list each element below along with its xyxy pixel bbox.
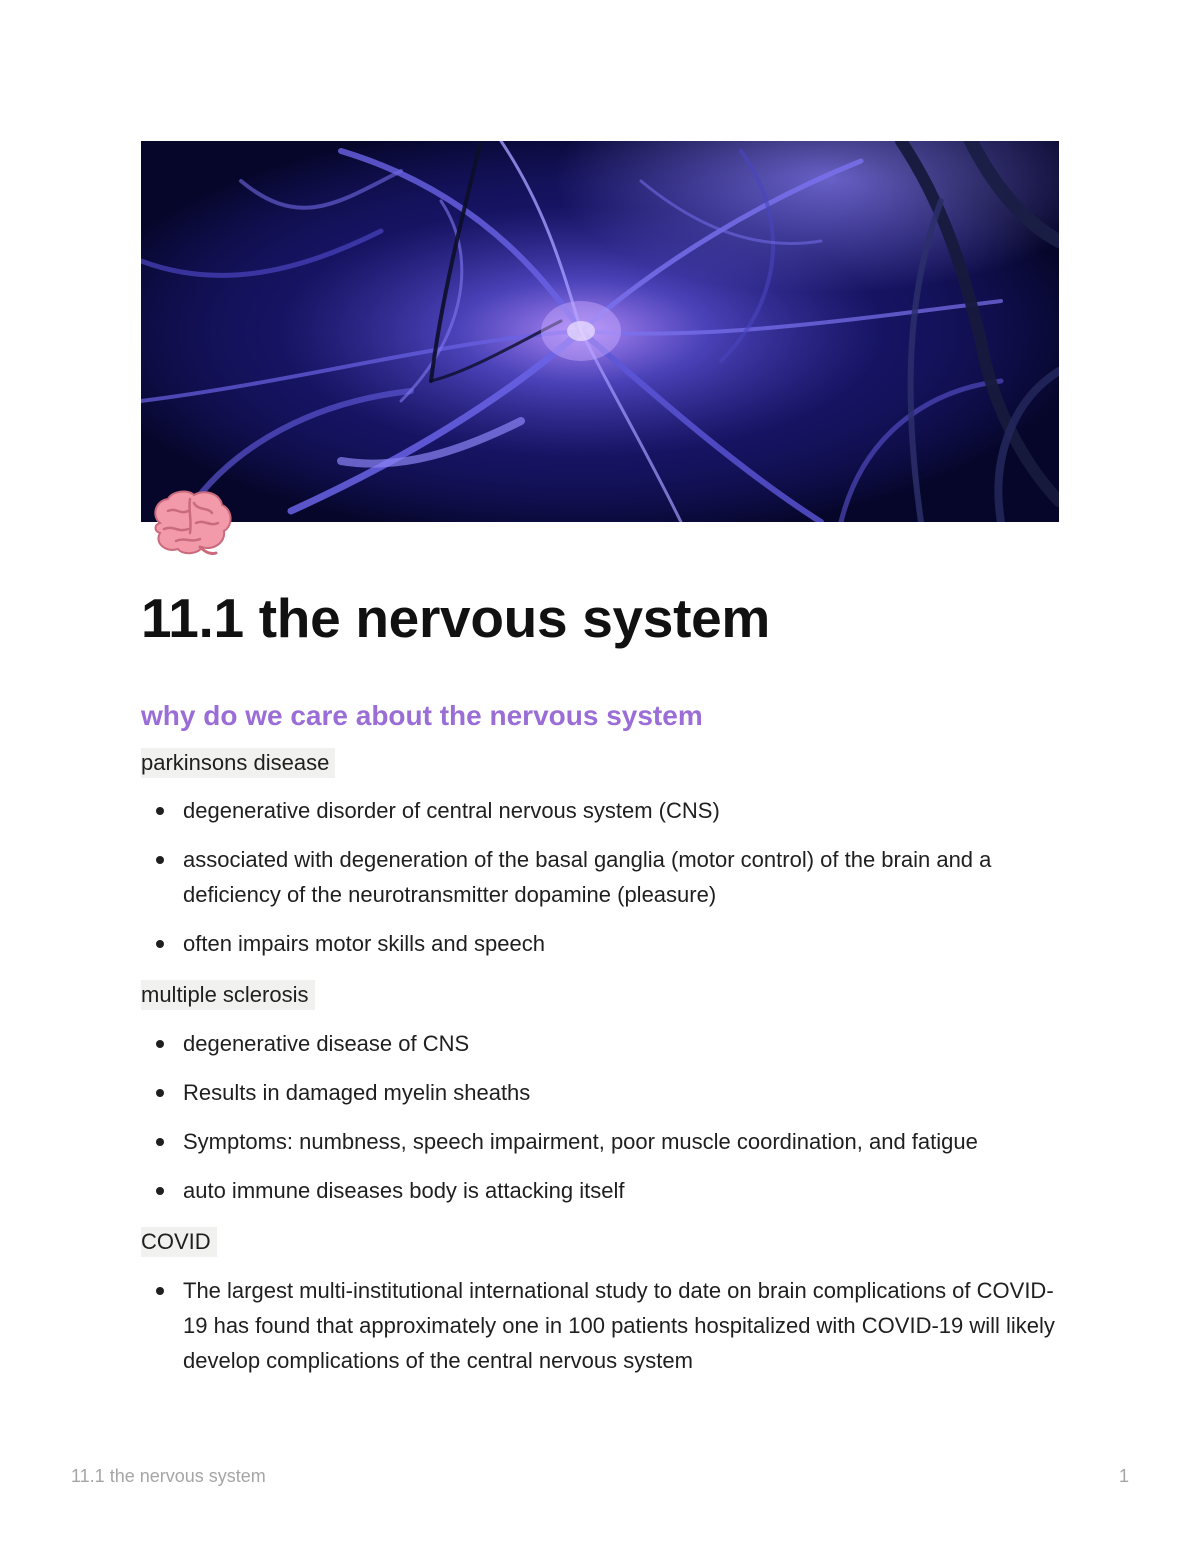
section-label-parkinsons: parkinsons disease — [141, 748, 335, 778]
section-heading: why do we care about the nervous system — [141, 700, 703, 731]
footer-title: 11.1 the nervous system — [71, 1466, 266, 1486]
bullet-list-parkinsons — [141, 793, 1059, 975]
section-label-covid: COVID — [141, 1227, 217, 1257]
list-item: Symptoms: numbness, speech impairment, poor muscle coordination, and fatigue — [141, 1124, 1059, 1159]
section-label-multiple-sclerosis: multiple sclerosis — [141, 980, 315, 1010]
brain-emoji-icon — [148, 489, 234, 557]
list-item: Results in damaged myelin sheaths — [141, 1075, 1059, 1110]
neuron-network-image — [141, 141, 1059, 522]
list-item: The largest multi-institutional international study to date on brain complications of COVID-19 has found that approximately one in 100 patients hospitalized with COVID-19 will likely develop complications of the central nervous system — [141, 1273, 1059, 1378]
cover-image — [141, 141, 1059, 522]
bullet-list-multiple-sclerosis — [141, 1026, 1059, 1222]
page-title: 11.1 the nervous system — [141, 587, 770, 649]
page-number: 1 — [1118, 1466, 1129, 1486]
bullet-list-covid — [141, 1273, 1059, 1392]
list-item: auto immune diseases body is attacking itself — [141, 1173, 1059, 1208]
list-item: degenerative disorder of central nervous system (CNS) — [141, 793, 1059, 828]
list-item: often impairs motor skills and speech — [141, 926, 1059, 961]
list-item: associated with degeneration of the basal ganglia (motor control) of the brain and a deficiency of the neurotransmitter dopamine (pleasure) — [141, 842, 1059, 912]
list-item: degenerative disease of CNS — [141, 1026, 1059, 1061]
